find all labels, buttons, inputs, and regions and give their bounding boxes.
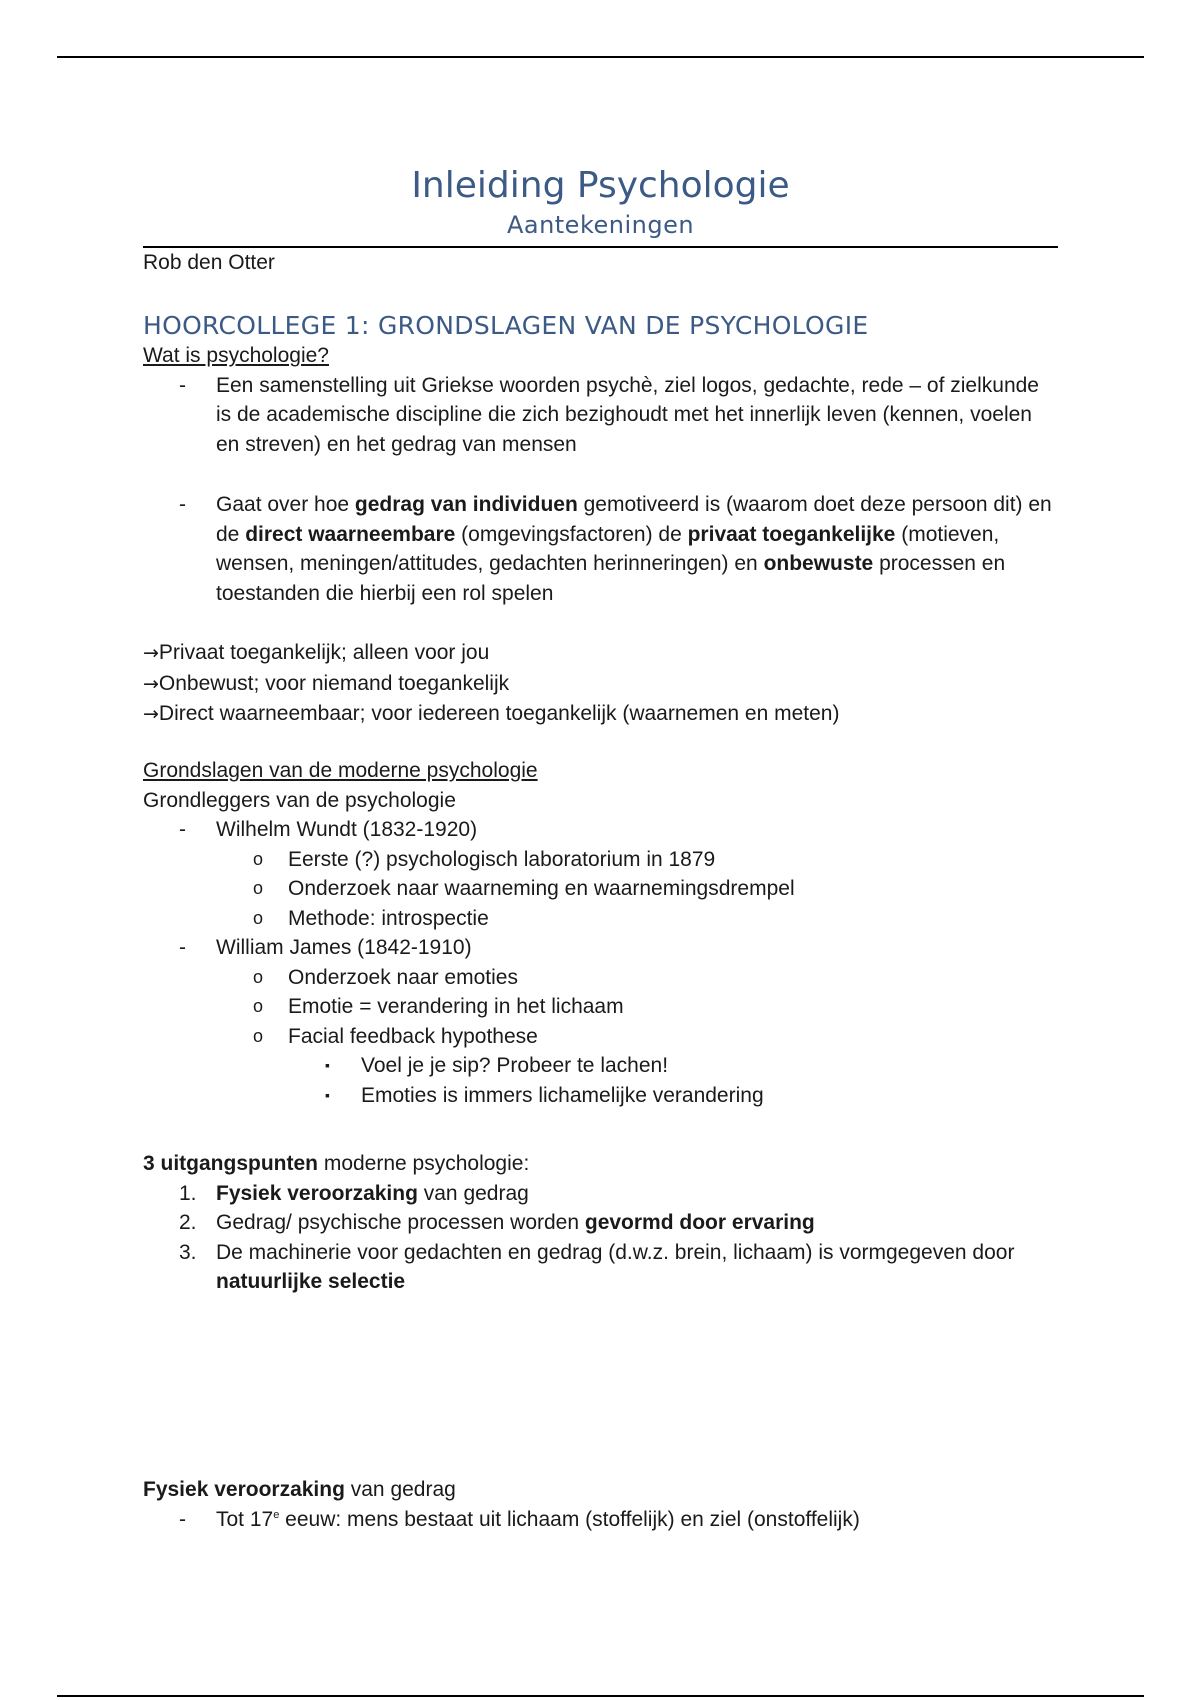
sub-list-item: o Facial feedback hypothese [143,1022,1058,1052]
dash-bullet: - [179,493,186,516]
arrow-line: →Onbewust; voor niemand toegankelijk [143,671,510,695]
numbered-item: 3. De machinerie voor gedachten en gedrag (d.w.z. brein, lichaam) is vormgegeven door natuurlijke selectie [143,1238,1058,1297]
circle-bullet: o [253,907,264,928]
list-item-text: Tot 17e eeuw: mens bestaat uit lichaam (stoffelijk) en ziel (onstoffelijk) [216,1507,860,1531]
sub-list-item: o Onderzoek naar emoties [143,963,1058,993]
lecture-heading: HOORCOLLEGE 1: GRONDSLAGEN VAN DE PSYCHOLOGIE [143,311,869,340]
section-fysiek-veroorzaking [143,1475,1058,1534]
sub-sub-list-item: ▪ Voel je je sip? Probeer te lachen! [143,1051,1058,1081]
dash-bullet: - [179,936,186,959]
author: Rob den Otter [143,251,275,274]
sub-sub-list-item: ▪ Emoties is immers lichamelijke verandering [143,1081,1058,1111]
list-item [143,371,1058,460]
document-subtitle: Aantekeningen [506,211,695,239]
sub-list-item: o Eerste (?) psychologisch laboratorium in 1879 [143,845,1058,875]
square-bullet: ▪ [325,1057,330,1073]
arrow-line: →Privaat toegankelijk; alleen voor jou [143,641,490,664]
section-heading: Grondslagen van de moderne psychologie [143,759,538,782]
dash-bullet: - [179,373,186,397]
footer-rule [57,1695,1144,1697]
square-bullet: ▪ [325,1086,330,1103]
section-heading: Wat is psychologie? [143,344,329,367]
section-heading: Fysiek veroorzaking van gedrag [143,1478,456,1501]
section-wat-is-psychologie [143,341,1058,459]
list-item [143,1505,1058,1535]
circle-bullet: o [253,1025,264,1046]
document-title: Inleiding Psychologie [411,165,790,206]
list-item-text: Een samenstelling uit Griekse woorden psychè, ziel logos, gedachte, rede – of zielkunde is de academische discipline die zich bezighoudt met het innerlijk leven (kennen, voelen en streven) en het gedrag van mensen [216,373,1039,456]
arrow-icon: → [143,703,159,725]
sub-list-item: o Onderzoek naar waarneming en waarnemingsdrempel [143,874,1058,904]
list-item-text: William James (1842-1910) [216,936,472,959]
list-item-text: Wilhelm Wundt (1832-1920) [216,818,478,841]
sub-list-item: o Methode: introspectie [143,904,1058,934]
title-rule [143,246,1058,248]
numbered-item: 2. Gedrag/ psychische processen worden gevormd door ervaring [143,1208,1058,1238]
arrow-icon: → [143,642,159,664]
sub-list-item: o Emotie = verandering in het lichaam [143,992,1058,1022]
list-number: 3. [179,1240,197,1264]
list-number: 1. [179,1181,197,1205]
list-item [143,490,1058,608]
dash-bullet: - [179,1507,186,1531]
circle-bullet: o [253,878,264,898]
list-item-text: Gaat over hoe gedrag van individuen gemotiveerd is (waarom doet deze persoon dit) en de direct waarneembare (omgevingsfactoren) de privaat toegankelijke (motieven, wensen, meningen/attitudes, gedachten herinneringen) en onbewuste processen en toestanden die hierbij een rol spelen [216,493,1052,605]
section-intro: Grondleggers van de psychologie [143,788,456,812]
section-intro: 3 uitgangspunten moderne psychologie: [143,1152,530,1175]
arrow-line: →Direct waarneembaar; voor iedereen toegankelijk (waarnemen en meten) [143,702,840,725]
list-number: 2. [179,1211,197,1234]
arrow-list [143,638,1058,730]
section-grondslagen [143,756,1058,1110]
header-rule [57,56,1144,58]
numbered-item: 1. Fysiek veroorzaking van gedrag [143,1179,1058,1209]
arrow-icon: → [143,672,159,695]
section-uitgangspunten [143,1149,1058,1297]
list-item [143,815,1058,845]
circle-bullet: o [253,996,264,1016]
list-item [143,933,1058,963]
circle-bullet: o [253,848,264,869]
dash-bullet: - [179,818,186,841]
circle-bullet: o [253,966,264,987]
section-wat-is-psychologie-bullet2 [143,490,1058,608]
